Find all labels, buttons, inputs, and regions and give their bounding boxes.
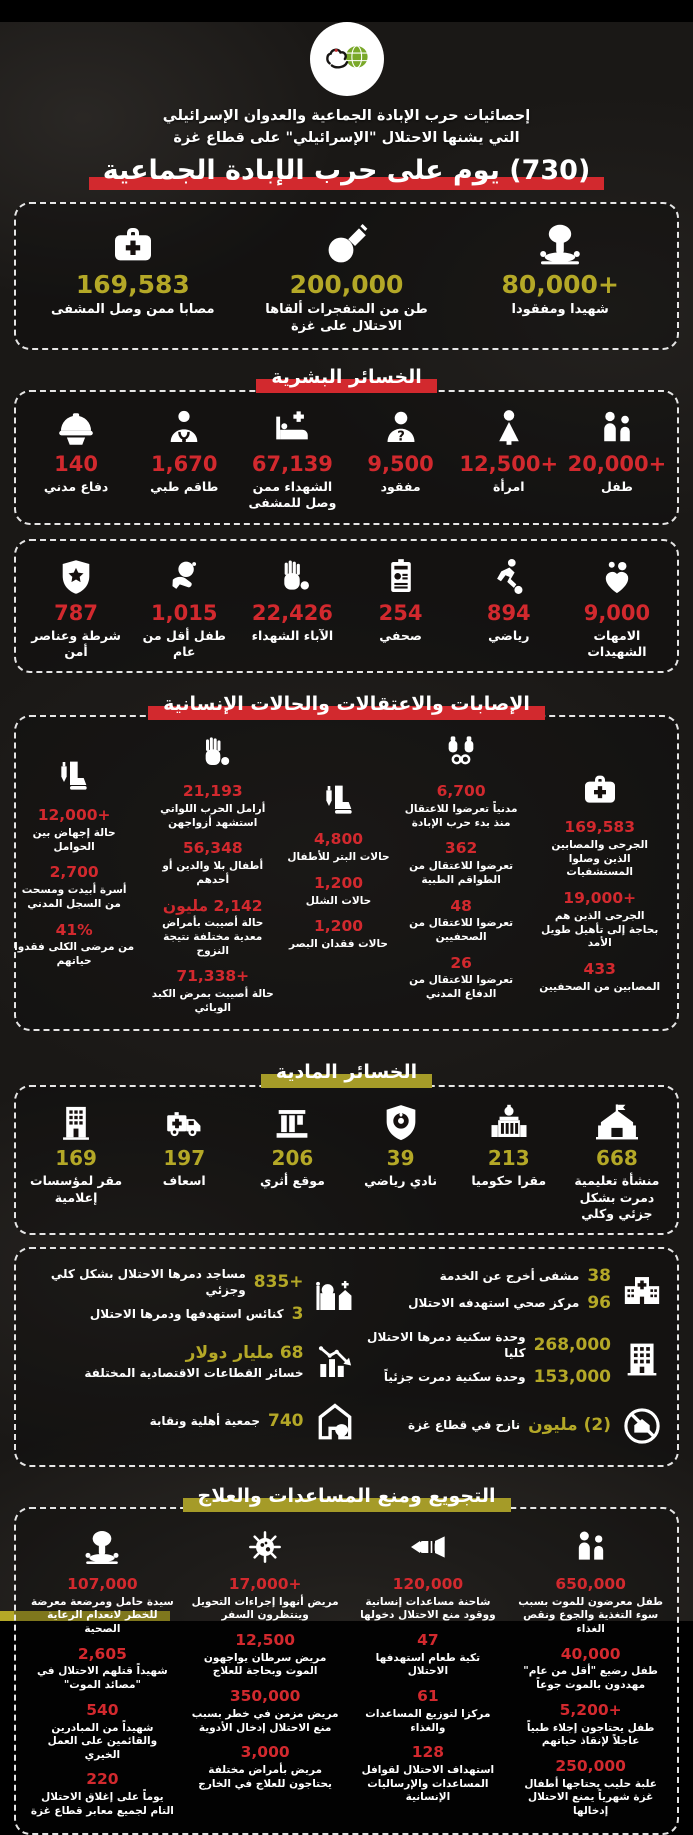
stat-value: 120,000 [392,1574,464,1593]
page-title: (730) يوم على حرب الإبادة الجماعية [91,155,603,190]
stat [289,918,388,951]
stat-women [455,407,563,512]
stat-label: حالة إجهاض بين الحوامل [32,827,116,853]
residential-building-icon [621,1338,663,1380]
mosque-and-church-icon [314,1275,356,1317]
stat-value: 268,000 [533,1334,611,1355]
stat [408,1416,611,1436]
stat-label: مريض بأمراض مختلفة يحتاجون للعلاج في الخارج [198,1764,332,1790]
stat-label: مقر لمؤسسات إعلامية [30,1173,123,1205]
stat-label: رياضي [488,627,530,643]
stat-infants [130,556,238,661]
stat-value: 38 [587,1266,611,1287]
stat-label: حالات فقدان البصر [289,938,388,951]
first-aid-kit-icon [580,769,620,809]
stat-label: الامهات الشهيدات [587,627,647,660]
stat-value: 22,426 [251,600,333,625]
stat-label: نادي رياضي [364,1173,438,1189]
amputated-leg-icon [319,781,359,821]
stat-value: 9,000 [583,600,651,625]
stat-value: 740 [268,1411,304,1432]
stat-value: 26 [450,953,472,972]
stat [287,831,389,864]
header-line2: التي يشنها الاحتلال "الإسرائيلي" على قطاع غزة [173,129,520,146]
group-ngos [30,1401,356,1443]
page-title-wrap [0,155,693,190]
starvation-box [14,1507,679,1835]
stat [354,1688,502,1735]
stat-value: 4,800 [314,830,364,849]
stat-label: مريض سرطان يواجهون الموت وبحاجة للعلاج [203,1651,327,1678]
stat [152,783,274,830]
stat [400,840,522,887]
group-economy [30,1342,356,1384]
stat-martyr-mothers [563,556,671,661]
stat-police [22,556,130,661]
group-hospitals [366,1267,664,1313]
bomb-icon [323,220,371,268]
summary-box [14,202,679,351]
no-home-icon [621,1405,663,1447]
stat-martyrs-hospital [238,407,346,512]
virus-icon [245,1527,285,1567]
stat-label: نازح في قطاع غزة [408,1418,521,1433]
stat-value: 206 [271,1146,314,1171]
stat-value: 56,348 [182,839,243,858]
missing-person-icon [380,407,422,449]
stat-label: شهيدا ومفقودا [511,302,609,318]
stat [191,1632,339,1679]
stat-value: 1,015 [151,600,218,625]
stat-label: طفل [600,479,633,495]
stat [408,1294,611,1314]
stat-value: 61 [417,1687,439,1706]
stat-value: 140 [54,452,98,477]
stat-value: 96 [587,1292,611,1313]
stat-missing [346,407,454,512]
stat-label: الشهداء ممن وصل للمشفى [248,479,337,511]
group-rows [84,1344,303,1382]
stat-value: 107,000 [67,1574,138,1593]
stat-label: تعرضوا للاعتقال من الدفاع المدني [409,974,514,1001]
stat-value: (2) مليون [528,1415,611,1436]
stat-value: 12,500 [235,1631,296,1649]
injuries-col-detained [394,733,529,1015]
stat-value: +20,000 [567,452,667,477]
stat-athletes [455,556,563,661]
stat-martyr-fathers [238,556,346,661]
stat-value: 40,000 [560,1644,621,1663]
stat-label: تعرضوا للاعتقال من الصحفيين [409,917,514,943]
group-rows [408,1267,611,1313]
stat-label: كنائس استهدفها ودمرها الاحتلال [89,1307,284,1322]
stat-label: صحفي [379,627,422,643]
stat-label: تكية طعام استهدفها الاحتلال [375,1651,481,1678]
stat [400,898,522,945]
stat [366,1368,612,1388]
stat-value: 48 [450,896,472,915]
section-human-losses [0,366,693,391]
stat-label: موقع أثري [259,1173,325,1189]
stat [408,1267,611,1287]
stat-value: 220 [86,1770,119,1789]
stat-label: يوماً على إغلاق الاحتلال التام لجميع معابر قطاع غزة [30,1791,174,1817]
stat-label: أرامل الحرب اللواتي استشهد أزواجهن [160,803,266,829]
injuries-col-amputations [287,733,390,1015]
section-title-human-losses: الخسائر البشرية [261,366,432,391]
starvation-col-health-risk [24,1527,181,1819]
human-losses-row2 [14,539,679,674]
stat-value: 9,500 [367,452,434,477]
hospital-bed-icon [271,407,313,449]
stat-sports-clubs [346,1102,454,1222]
injuries-col-widows [142,733,283,1015]
section-title-starvation: التجويع ومنع المساعدات والعلاج [188,1485,506,1510]
stat-label: مريض أنهوا إجراءات التحويل وينتظرون السفر [191,1595,339,1622]
stat-label: طن من المتفجرات ألقاها الاحتلال على غزة [265,302,428,335]
stat [539,961,660,994]
stat-label: حالة أصيبت بمرض الكبد الوبائي [151,988,274,1014]
stat-value: 2,700 [49,863,99,882]
stat-label: دفاع مدني [43,479,109,495]
medic-icon [163,407,205,449]
widow-hand-icon [193,733,233,773]
stat [306,875,371,908]
stat [539,819,661,880]
starvation-col-children [512,1527,669,1819]
human-losses-row1 [14,390,679,525]
group-rows [408,1416,611,1436]
ancient-ruins-icon [271,1102,313,1144]
stat [517,1702,665,1749]
stat-value: +17,000 [228,1574,302,1593]
stat-label: خسائر القطاعات الاقتصادية المختلفة [84,1366,304,1381]
stat-value: 1,200 [314,873,364,892]
stat-label: طفل أقل من عام [142,627,226,660]
stat-label: مشفى أخرج عن الخدمة [439,1269,580,1284]
athlete-icon [488,556,530,598]
stat-value: 787 [54,600,98,625]
material-right-column [366,1267,664,1447]
stat-value: 41% [55,920,93,939]
missile-icon [408,1527,448,1567]
stat-label: شهيداً قتلهم الاحتلال في "مصائد الموت" [37,1665,168,1692]
stat-value: +80,000 [501,269,619,299]
stat-value: 169,583 [75,269,190,299]
stat-value: 3 [291,1304,304,1325]
stat-value: +5,200 [559,1700,622,1719]
header [0,22,693,190]
stat-label: مريض مزمن في خطر بسبب منع الاحتلال إدخال الأدوية [191,1707,339,1734]
stat-label: مفقود [380,479,421,495]
nuclear-explosion-icon [536,220,584,268]
stat [152,898,274,959]
stat [191,1688,339,1735]
stat-label: استهداف الاحتلال لقوافل المساعدات والإرساليات الإنسانية [361,1764,495,1804]
stat-explosives [240,220,454,337]
handcuffed-hands-icon [441,733,481,773]
stat-label: مدنياً تعرضوا للاعتقال منذ بدء حرب الإبادة [404,803,518,829]
stat-label: أسرة أبيدت ومسحت من السجل المدني [21,884,127,910]
stat-label: امرأة [493,479,525,495]
stat-label: جمعية أهلية ونقابة [149,1414,260,1428]
stat [354,1632,502,1679]
stat-heritage-sites [238,1102,346,1222]
stat [13,922,135,969]
stat-label: من مرضى الكلى فقدوا حياتهم [14,941,135,967]
stat [539,890,661,951]
stat-label: وحدة سكنية دمرت جزئياً [383,1370,526,1385]
stat [366,1330,612,1361]
stat-label: وحدة سكنية دمرها الاحتلال كليا [367,1330,526,1360]
baby-icon [163,556,205,598]
school-icon [596,1102,638,1144]
stat-label: طفل يحتاجون إجلاء طبياً عاجلاً لإنقاذ حياتهم [526,1721,655,1748]
stat-label: مركز صحي استهدفه الاحتلال [408,1295,580,1310]
stat-value: 540 [86,1700,119,1719]
stat-value: 254 [378,600,423,625]
stat-label: أطفال بلا والدين أو أحدهم [162,860,264,886]
section-material [0,1061,693,1086]
starvation-col-aid [350,1527,507,1819]
material-box [14,1085,679,1235]
group-rows [150,1412,304,1432]
mother-and-child-icon [596,556,638,598]
ambulance-icon [163,1102,205,1144]
group-housing [366,1330,664,1388]
stat [400,955,522,1002]
stat [517,1758,665,1819]
charity-house-icon [314,1401,356,1443]
woman-icon [488,407,530,449]
infographic-page [0,22,693,1817]
injuries-col-wounded [532,733,667,1015]
stat [28,1646,176,1693]
stat [28,1771,176,1818]
stat [400,783,522,830]
stat-value: +71,338 [176,967,250,986]
injuries-box [14,715,679,1031]
stat [30,1267,304,1298]
stat-value: 350,000 [229,1687,301,1706]
stat [517,1576,665,1637]
stat-label: سيدة حامل ومرضعة معرضة للخطر لانعدام الرعاية الصحية [31,1595,174,1635]
group-rows [30,1267,304,1325]
injuries-col-humanitarian [10,733,138,1015]
press-card-icon [380,556,422,598]
stat [152,840,274,887]
declining-chart-icon [314,1342,356,1384]
stat-value: 1,200 [314,917,364,936]
stat [13,864,135,911]
stat-value: 169,583 [564,818,636,837]
stat-value: 128 [411,1743,445,1762]
stat [28,1576,176,1637]
government-building-icon [488,1102,530,1144]
stat-value: 200,000 [289,269,404,299]
stat-children [563,407,671,512]
stat-value: 1,670 [151,452,218,477]
stat-label: تعرضوا للاعتقال من الطواقم الطبية [409,860,514,886]
stat-value: +835 [253,1271,304,1292]
stat [30,1305,304,1325]
stat-value: 169 [55,1146,97,1171]
stat-media-hq [22,1102,130,1222]
stat-label: حالات البتر للأطفال [287,851,390,864]
stat-value: +12,000 [37,806,111,825]
stat-value: 68 مليار دولار [185,1342,304,1363]
stat-value: +12,500 [459,452,559,477]
stat-label: حالات الشلل [305,894,372,907]
stat-label: الجرحى الذين هم بحاجة إلى تأهيل طويل الأمد [541,909,659,950]
stat [84,1344,303,1382]
stat-value: 153,000 [533,1367,611,1388]
stat-journalists [346,556,454,661]
stat-label: طاقم طبي [150,479,219,495]
stat-value: 197 [163,1146,206,1171]
stat [191,1744,339,1791]
stat-martyrs-missing [453,220,667,337]
stat-value: 213 [487,1146,530,1171]
stat [150,1412,304,1432]
starvation-col-patients [187,1527,344,1819]
stat-value: 39 [386,1146,415,1171]
stat [28,1702,176,1763]
stat-label: منشأة تعليمية دمرت بشكل جزئي وكلي [574,1173,660,1221]
children-icon [596,407,638,449]
amputated-leg-icon [54,757,94,797]
stat-injured [26,220,240,337]
first-aid-kit-icon [109,220,157,268]
stat [191,1576,339,1623]
stat [13,807,135,854]
stat-ambulances [130,1102,238,1222]
stat-label: اسعاف [162,1173,206,1189]
material-details-box [14,1247,679,1467]
stat-civil-defense [22,407,130,512]
group-mosques-churches [30,1267,356,1325]
stat-label: الجرحى والمصابين الذين وصلوا المستشفيات [551,839,648,879]
stat-schools [563,1102,671,1222]
stat-label: حالة أصيبت بأمراض معدية مختلفة نتيجة النزوح [162,917,264,957]
group-rows [366,1330,612,1388]
stat [354,1744,502,1805]
stat-value: 650,000 [555,1574,626,1593]
stat-value: 2,142 مليون [162,896,263,915]
group-displaced [366,1405,664,1447]
stat-value: 250,000 [555,1756,626,1775]
stat-label: طفل رضيع "أقل من عام" مهددون بالموت جوعاً [523,1665,658,1692]
section-title-injuries: الإصابات والاعتقالات والحالات الإنسانية [153,693,540,718]
section-starvation [0,1485,693,1510]
stat-value: 47 [417,1631,439,1649]
stat [354,1576,502,1623]
sports-club-shield-icon [380,1102,422,1144]
nuclear-explosion-icon [82,1527,122,1567]
stat-value: 362 [444,839,478,858]
media-building-icon [55,1102,97,1144]
stat-label: الآباء الشهداء [251,627,334,643]
section-injuries [0,693,693,718]
stat-value: 21,193 [182,782,243,801]
stat-label: علبة حليب يحتاجها أطفال غزة شهرياً يمنع الاحتلال إدخالها [524,1777,657,1817]
police-badge-icon [55,556,97,598]
stat-value: 433 [583,959,616,978]
material-left-column [30,1267,356,1447]
stat-value: 6,700 [436,782,486,801]
stat-value: 3,000 [240,1743,290,1762]
children-icon [571,1527,611,1567]
section-title-material: الخسائر المادية [266,1061,427,1086]
stat-label: مركزا لتوزيع المساعدات والغذاء [365,1707,491,1734]
org-logo [310,22,384,96]
hospital-icon [621,1269,663,1311]
stat-value: +19,000 [563,889,637,908]
stat-label: المصابين من الصحفيين [539,980,661,993]
stat-label: شرطة وعناصر أمن [31,627,121,660]
stat-value: 894 [486,600,531,625]
raised-hands-icon [271,556,313,598]
stat-value: 67,139 [251,452,333,477]
stat [152,968,274,1015]
stat-label: مقرا حكوميا [471,1173,547,1189]
stat-label: مصابا ممن وصل المشفى [51,302,215,318]
stat-government-hq [455,1102,563,1222]
stat-value: 668 [596,1146,638,1171]
stat-label: شاحنة مساعدات إنسانية ووقود منع الاحتلال دخولها [360,1595,496,1622]
header-line1: إحصائيات حرب الإبادة الجماعية والعدوان الإسرائيلي [162,108,531,124]
stat-label: مساجد دمرها الاحتلال بشكل كلي وجزئي [50,1267,246,1297]
stat-value: 2,605 [77,1644,127,1663]
stat [517,1646,665,1693]
logo-icon [321,39,373,79]
civil-defense-helmet-icon [55,407,97,449]
stat-medical-staff [130,407,238,512]
stat-label: طفل معرضون للموت بسبب سوء التغذية والجوع ونقص الغذاء [518,1595,664,1635]
stat-label: شهيداً من المبادرين والقائمين على العمل الخيري [47,1721,158,1761]
